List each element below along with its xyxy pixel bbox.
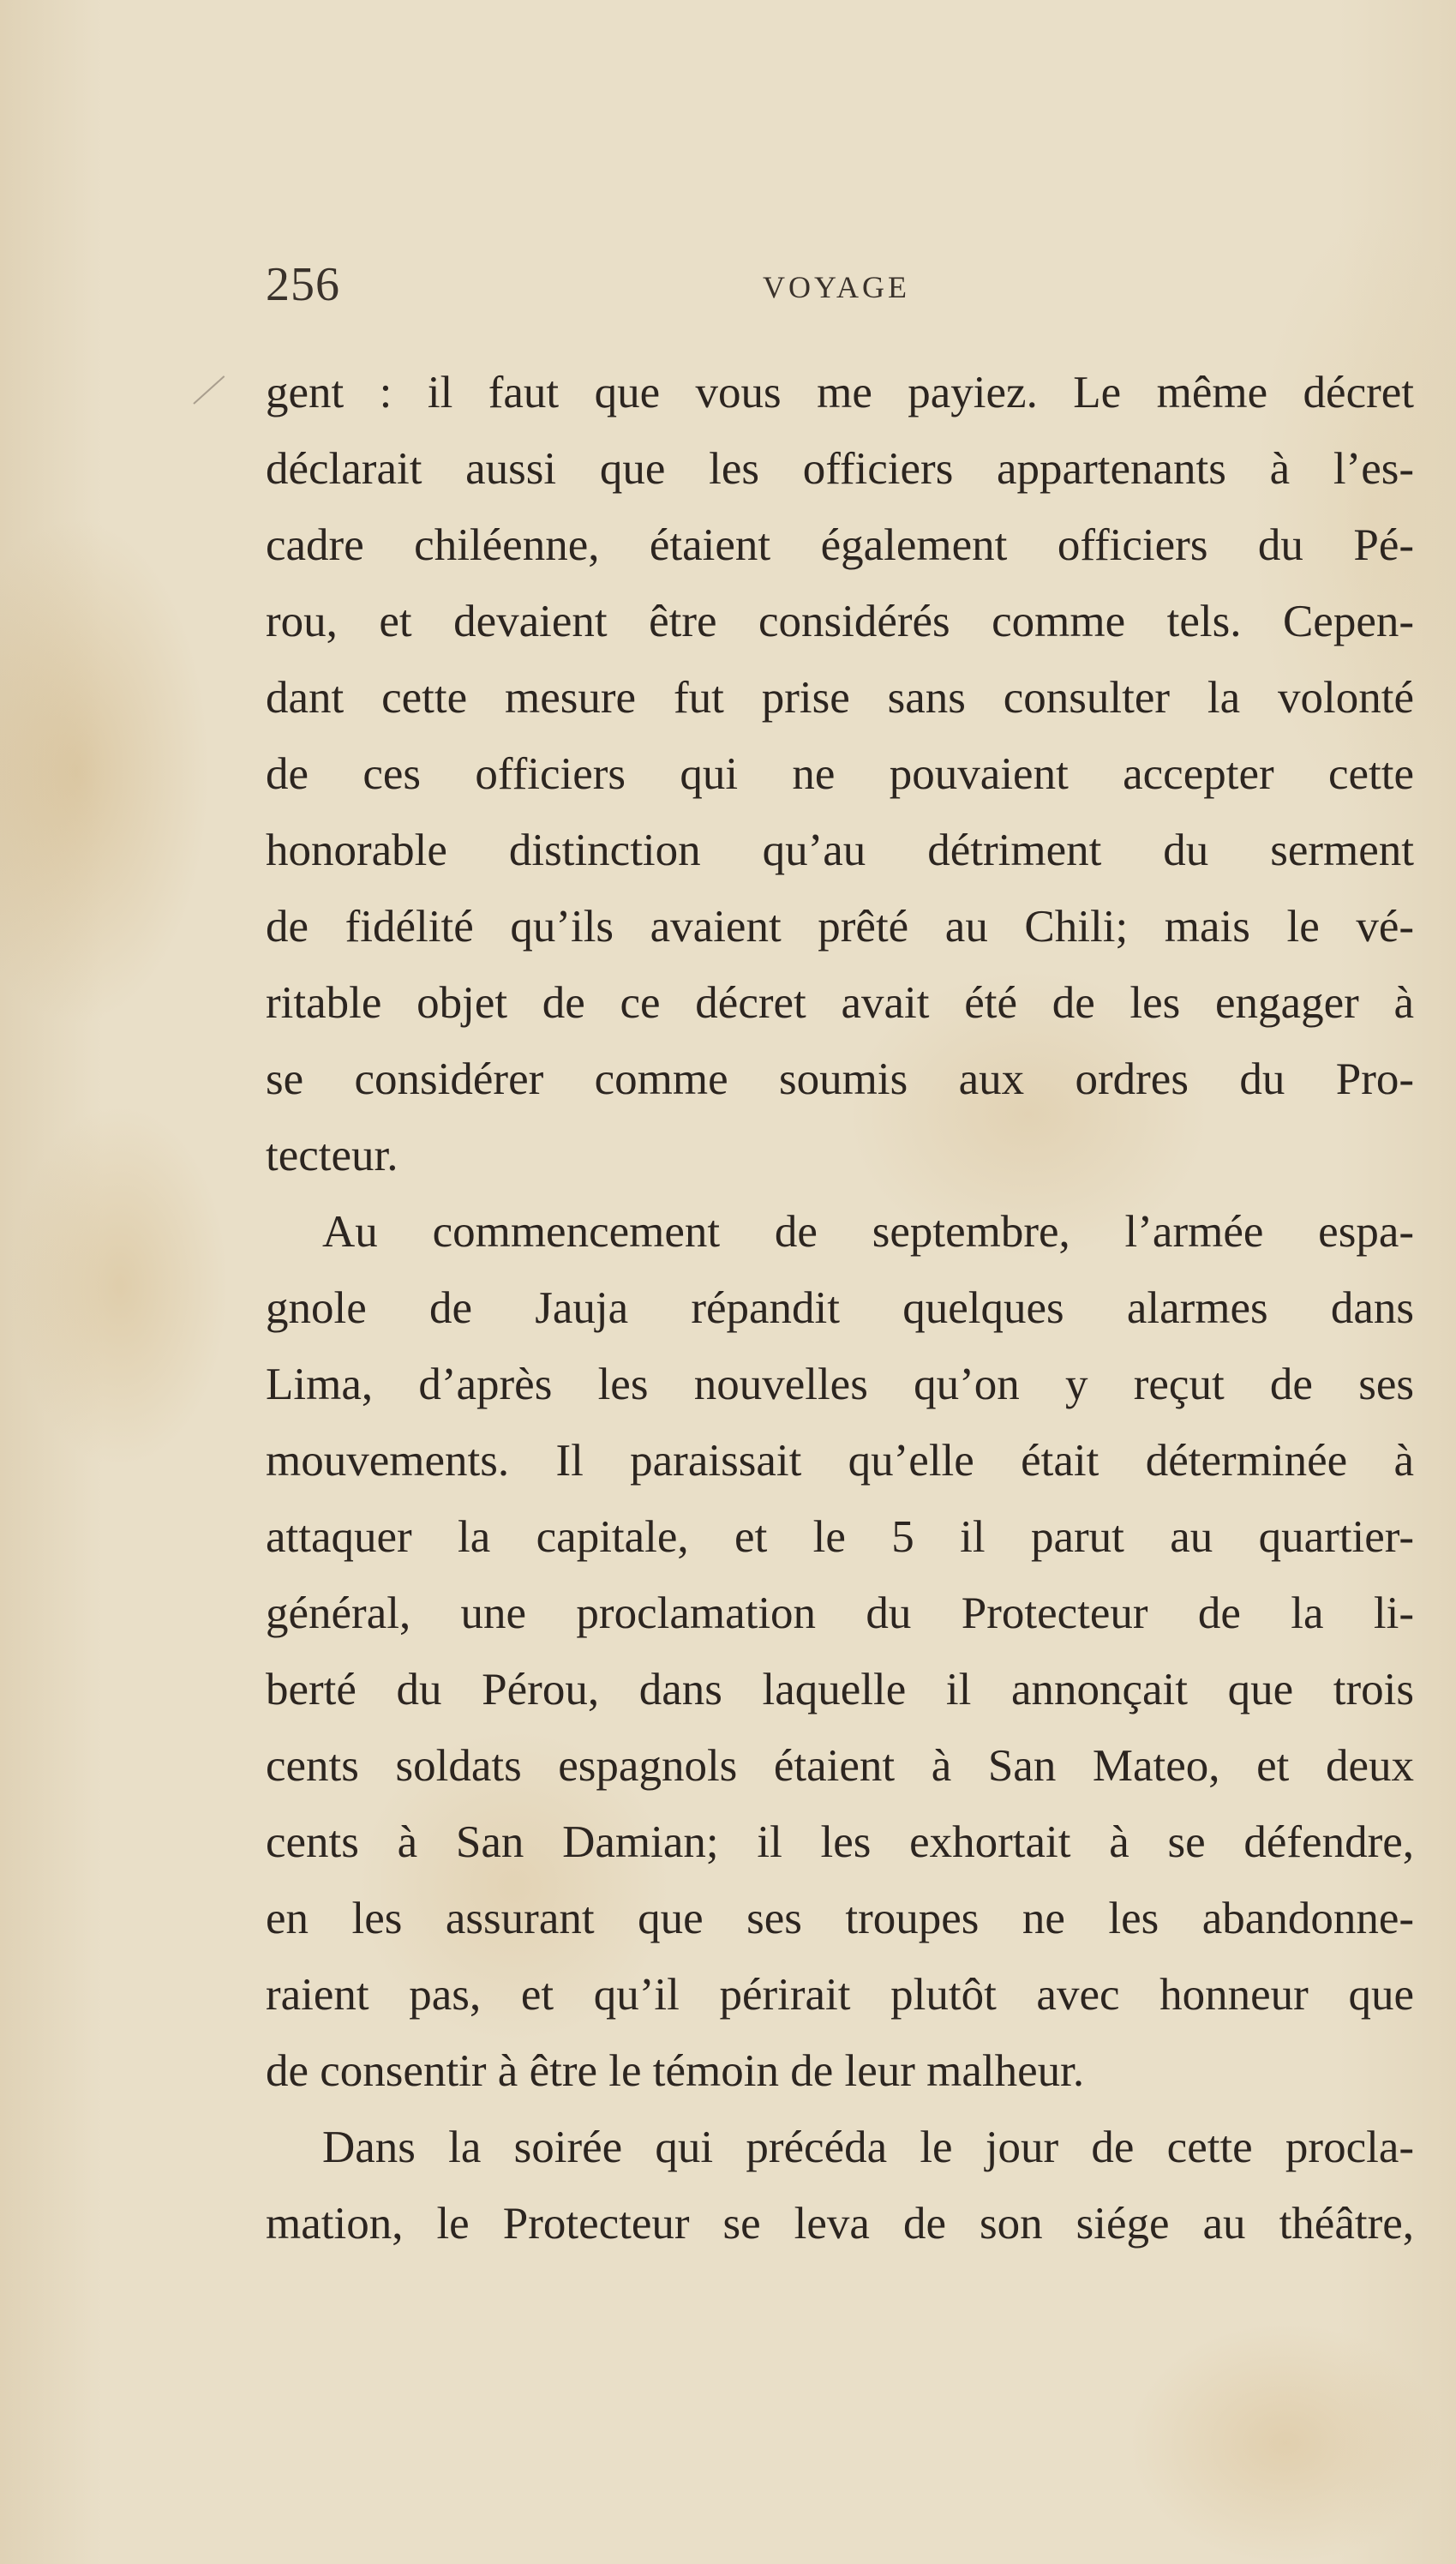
text-line: gnole de Jauja répandit quelques alarmes dans — [266, 1283, 1414, 1333]
text-line: cents à San Damian; il les exhortait à se défendre, — [266, 1817, 1414, 1867]
text-line: dant cette mesure fut prise sans consulter la volonté — [266, 673, 1414, 723]
body-text — [266, 355, 1414, 2262]
text-line: tecteur. — [266, 1131, 398, 1180]
text-line: raient pas, et qu’il périrait plutôt avec honneur que — [266, 1970, 1414, 2020]
text-line: Au commencement de septembre, l’armée espa- — [322, 1207, 1414, 1257]
text-line: de consentir à être le témoin de leur malheur. — [266, 2046, 1085, 2096]
text-line: général, une proclamation du Protecteur de la li- — [266, 1588, 1414, 1638]
running-title: VOYAGE — [763, 270, 910, 304]
text-line: déclarait aussi que les officiers appartenants à l’es- — [266, 444, 1414, 494]
text-line: de fidélité qu’ils avaient prêté au Chili; mais le vé- — [266, 902, 1414, 952]
text-line: de ces officiers qui ne pouvaient accepter cette — [266, 749, 1414, 799]
text-line: en les assurant que ses troupes ne les abandonne- — [266, 1894, 1414, 1943]
text-line: attaquer la capitale, et le 5 il parut au quartier- — [266, 1512, 1414, 1562]
text-line: honorable distinction qu’au détriment du serment — [266, 826, 1414, 875]
text-line: mouvements. Il paraissait qu’elle était déterminée à — [266, 1436, 1414, 1486]
text-line: berté du Pérou, dans laquelle il annonçait que trois — [266, 1665, 1414, 1714]
text-line: cents soldats espagnols étaient à San Mateo, et deux — [266, 1741, 1414, 1791]
text-line: mation, le Protecteur se leva de son siége au théâtre, — [266, 2199, 1414, 2249]
text-line: se considérer comme soumis aux ordres du Pro- — [266, 1054, 1414, 1104]
text-line: gent : il faut que vous me payiez. Le même décret — [266, 368, 1414, 417]
text-line: ritable objet de ce décret avait été de les engager à — [266, 978, 1414, 1028]
text-line: Lima, d’après les nouvelles qu’on y reçut de ses — [266, 1360, 1414, 1409]
text-line: rou, et devaient être considérés comme tels. Cepen- — [266, 597, 1414, 646]
text-line: Dans la soirée qui précéda le jour de cette procla- — [322, 2123, 1414, 2172]
text-line: cadre chiléenne, étaient également officiers du Pé- — [266, 520, 1414, 570]
running-head — [266, 257, 1414, 309]
pencil-mark — [193, 375, 225, 405]
page-number: 256 — [266, 258, 340, 311]
